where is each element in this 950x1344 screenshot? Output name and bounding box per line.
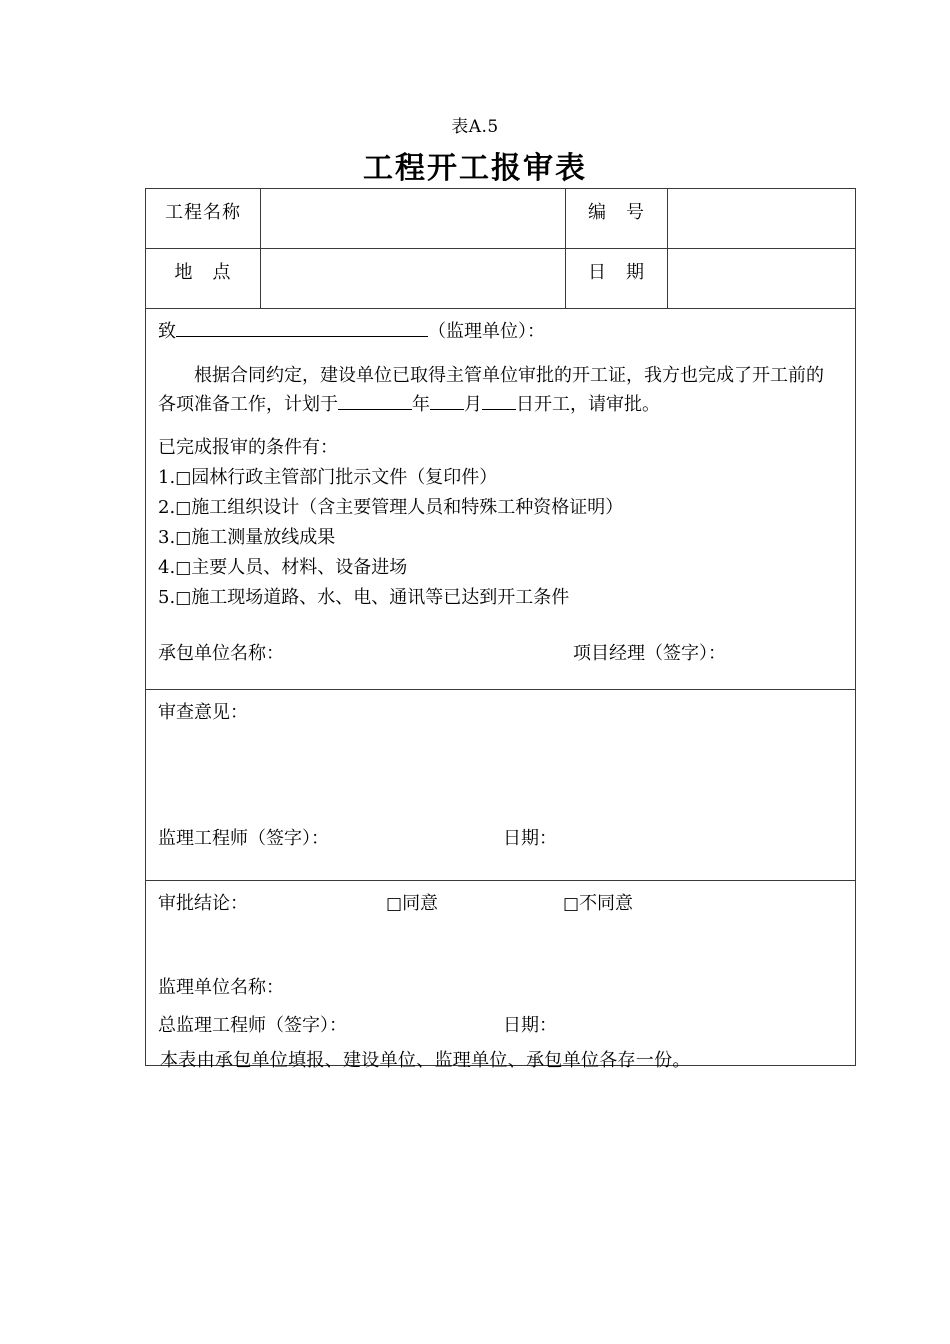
checkbox-icon[interactable]: □ xyxy=(175,528,192,548)
supervising-engineer-label: 监理工程师（签字）： xyxy=(158,828,329,849)
approval-option-agree[interactable] xyxy=(386,889,438,919)
condition-1-text: 园林行政主管部门批示文件（复印件） xyxy=(191,467,498,488)
application-body-part2: 各项准备工作，计划于 xyxy=(158,394,338,415)
condition-1-number: 1. xyxy=(158,467,176,488)
condition-item-2 xyxy=(158,493,843,523)
checkbox-icon[interactable]: □ xyxy=(563,894,580,914)
review-signature-row xyxy=(158,824,843,854)
addressee-line xyxy=(158,317,843,347)
date-label-cell xyxy=(566,249,668,309)
date-value xyxy=(668,249,855,258)
table-row-approval xyxy=(146,881,856,1066)
condition-2-text: 施工组织设计（含主要管理人员和特殊工种资格证明） xyxy=(191,497,624,518)
addressee-input[interactable] xyxy=(176,336,428,337)
condition-5-text: 施工现场道路、水、电、通讯等已达到开工条件 xyxy=(191,587,570,608)
table-row-review xyxy=(146,690,856,881)
checkbox-icon[interactable]: □ xyxy=(175,558,192,578)
approval-date-label: 日期： xyxy=(503,1015,557,1036)
month-unit: 月 xyxy=(464,394,482,415)
page-title: 工程开工报审表 xyxy=(363,151,587,186)
condition-item-4 xyxy=(158,553,843,583)
supervisor-unit-label: 监理单位名称： xyxy=(158,977,284,998)
project-manager-label: 项目经理（签字）： xyxy=(573,643,726,664)
condition-item-3 xyxy=(158,523,843,553)
application-cell xyxy=(146,309,856,690)
checkbox-icon[interactable]: □ xyxy=(175,498,192,518)
checkbox-icon[interactable]: □ xyxy=(175,588,192,608)
footnote: 本表由承包单位填报、建设单位、监理单位、承包单位各存一份。 xyxy=(160,1050,691,1071)
condition-2-number: 2. xyxy=(158,497,176,518)
date-value-cell[interactable] xyxy=(668,249,856,309)
application-body-line2 xyxy=(158,390,843,419)
table-number: 表A.5 xyxy=(451,117,499,137)
supervisor-unit-row xyxy=(158,973,843,1003)
location-label: 地 点 xyxy=(174,262,232,283)
chief-engineer-label: 总监理工程师（签字）： xyxy=(158,1015,347,1036)
approval-content[interactable] xyxy=(158,919,843,973)
condition-item-1 xyxy=(158,463,843,493)
condition-5-number: 5. xyxy=(158,587,176,608)
approval-heading-row xyxy=(158,889,843,919)
contractor-name-label: 承包单位名称： xyxy=(158,643,284,664)
project-name-value xyxy=(261,189,565,198)
number-label-cell xyxy=(566,189,668,249)
table-row-location xyxy=(146,249,856,309)
addressee-suffix: （监理单位）： xyxy=(428,321,545,342)
addressee-prefix: 致 xyxy=(158,321,176,342)
day-input[interactable] xyxy=(482,409,516,410)
condition-item-5 xyxy=(158,583,843,613)
review-cell xyxy=(146,690,856,881)
condition-3-text: 施工测量放线成果 xyxy=(191,527,336,548)
conditions-heading: 已完成报审的条件有： xyxy=(158,437,338,458)
month-input[interactable] xyxy=(430,409,464,410)
approval-heading: 审批结论： xyxy=(158,893,248,914)
review-heading: 审查意见： xyxy=(158,702,248,723)
location-value-cell[interactable] xyxy=(261,249,566,309)
number-value xyxy=(668,189,855,198)
review-content[interactable] xyxy=(158,728,843,824)
approval-option-disagree-label: 不同意 xyxy=(579,893,634,914)
location-value xyxy=(261,249,565,258)
approval-option-disagree[interactable] xyxy=(563,889,633,919)
project-name-value-cell[interactable] xyxy=(261,189,566,249)
condition-4-number: 4. xyxy=(158,557,176,578)
date-label: 日 期 xyxy=(588,262,645,283)
chief-engineer-row xyxy=(158,1011,843,1041)
number-label: 编 号 xyxy=(588,202,645,223)
contractor-signature-row xyxy=(158,639,843,669)
form-table xyxy=(145,188,856,1066)
year-input[interactable] xyxy=(338,409,412,410)
review-date-label: 日期： xyxy=(503,828,557,849)
project-name-label-cell xyxy=(146,189,261,249)
location-label-cell xyxy=(146,249,261,309)
approval-cell xyxy=(146,881,856,1066)
approval-option-agree-label: 同意 xyxy=(402,893,439,914)
application-body-line1: 根据合同约定，建设单位已取得主管单位审批的开工证，我方也完成了开工前的 xyxy=(194,365,824,386)
condition-4-text: 主要人员、材料、设备进场 xyxy=(191,557,408,578)
number-value-cell[interactable] xyxy=(668,189,856,249)
day-unit: 日开工，请审批。 xyxy=(516,394,660,415)
project-name-label: 工程名称 xyxy=(165,202,241,223)
table-row-application xyxy=(146,309,856,690)
table-row-project-name xyxy=(146,189,856,249)
checkbox-icon[interactable]: □ xyxy=(386,894,403,914)
checkbox-icon[interactable]: □ xyxy=(175,468,192,488)
year-unit: 年 xyxy=(412,394,430,415)
condition-3-number: 3. xyxy=(158,527,176,548)
